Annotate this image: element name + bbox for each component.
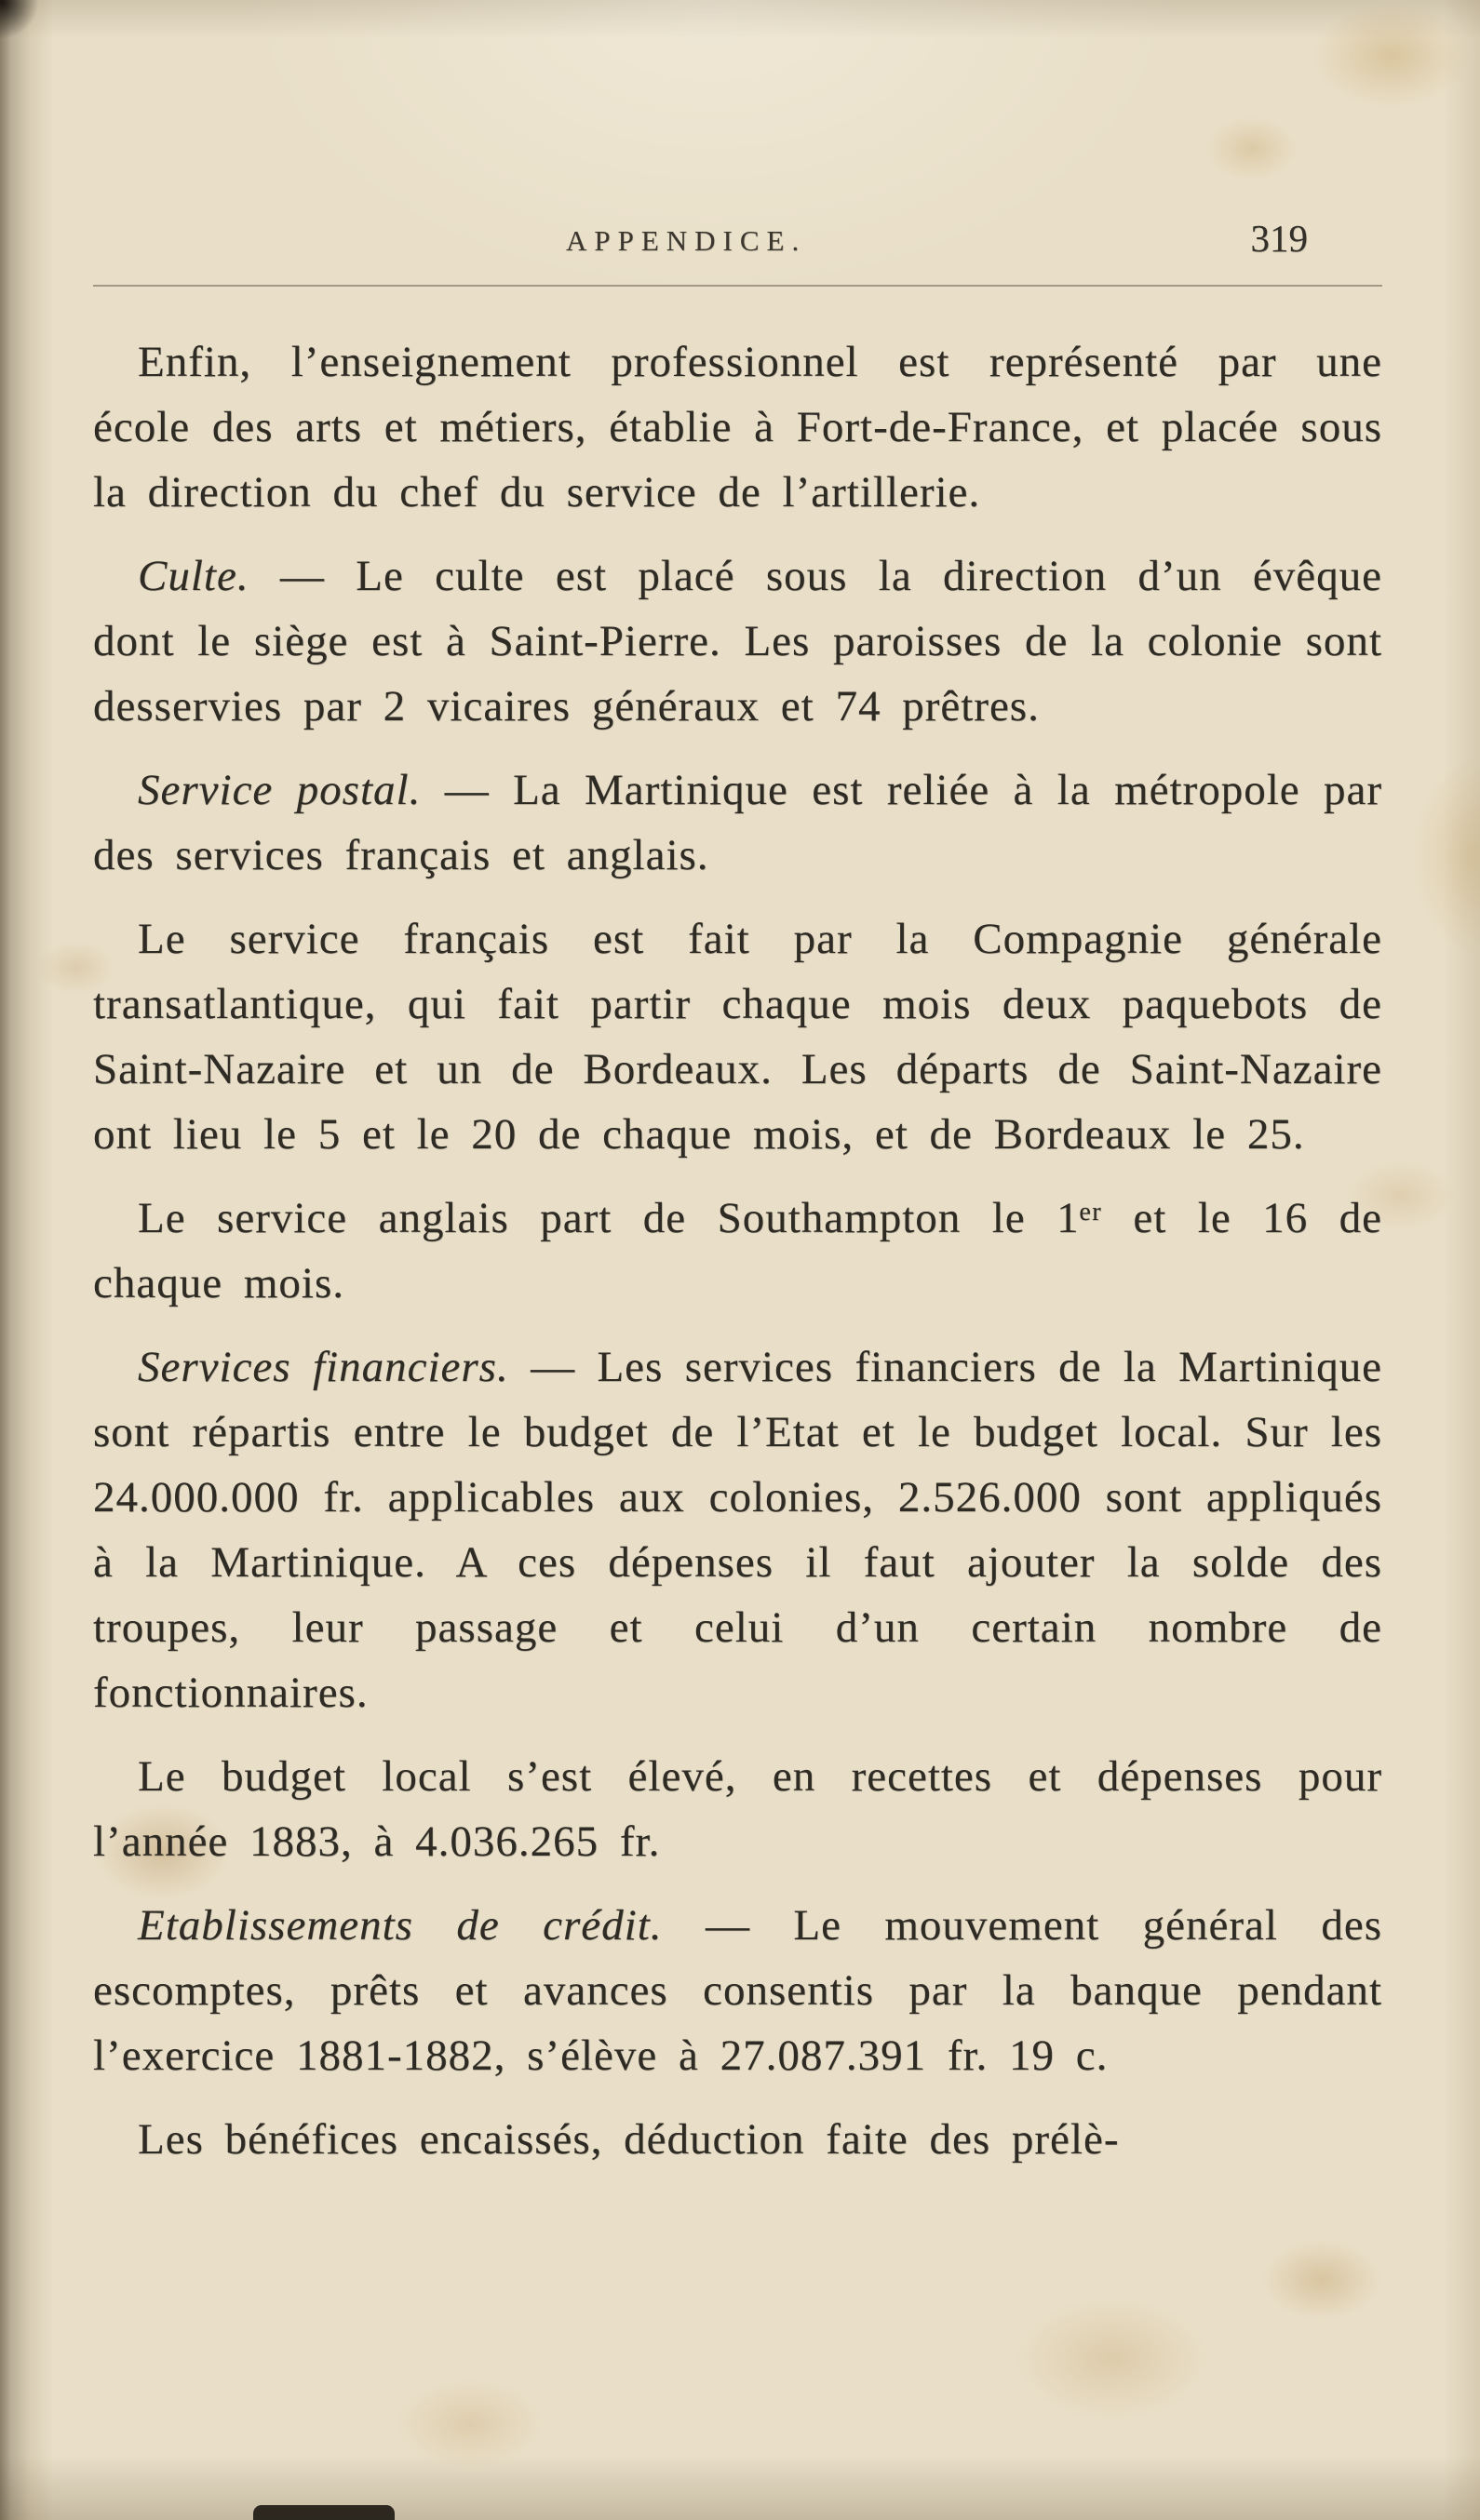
text-block bbox=[93, 329, 1382, 2172]
paragraph-lead: Service postal. bbox=[138, 766, 422, 814]
paragraph-text: — La Martinique est reliée à la métropole par des services français et anglais. bbox=[93, 766, 1382, 879]
header-rule bbox=[93, 285, 1382, 287]
paragraph-text: Les bénéfices encaissés, déduction faite des prélè- bbox=[138, 2115, 1120, 2164]
paragraph-lead: Culte. bbox=[138, 552, 249, 600]
page-header bbox=[93, 216, 1382, 264]
paragraph-text: Le budget local s’est élevé, en recettes et dépenses pour l’année 1883, à 4.036.265 fr. bbox=[93, 1752, 1382, 1866]
paragraph-service-anglais bbox=[93, 1186, 1382, 1316]
paragraph-text: — Le mouvement général des escomptes, prêts et avances consentis par la banque pendant l’exercice 1881-1882, s’élève à 27.087.391 fr. 19 c. bbox=[93, 1901, 1382, 2080]
paragraph-benefices bbox=[93, 2107, 1382, 2172]
paragraph-enseignement bbox=[93, 329, 1382, 525]
paragraph-text: Le service anglais part de Southampton le 1ᵉʳ et le 16 de chaque mois. bbox=[93, 1194, 1382, 1307]
paragraph-service-postal bbox=[93, 757, 1382, 888]
page-number: 319 bbox=[1250, 217, 1308, 260]
paragraph-text: Enfin, l’enseignement professionnel est représenté par une école des arts et métiers, établie à Fort-de-France, et placée sous la direction du chef du service de l’artillerie. bbox=[93, 338, 1382, 516]
paragraph-culte bbox=[93, 543, 1382, 739]
paragraph-service-francais bbox=[93, 906, 1382, 1167]
paragraph-etablissements-credit bbox=[93, 1893, 1382, 2088]
paragraph-text: — Les services financiers de la Martinique sont répartis entre le budget de l’Etat et le budget local. Sur les 24.000.000 fr. applicables aux colonies, 2.526.000 sont appliqués à la Martinique. A ces dépenses il faut ajouter la solde des troupes, leur passage et celui d’un certain nombre de fonctionnaires. bbox=[93, 1343, 1382, 1717]
paragraph-lead: Etablissements de crédit. bbox=[138, 1901, 663, 1950]
paragraph-text: Le service français est fait par la Compagnie générale transatlantique, qui fait partir chaque mois deux paquebots de Saint-Nazaire et un de Bordeaux. Les départs de Saint-Nazaire ont lieu le 5 et le 20 de chaque mois, et de Bordeaux le 25. bbox=[93, 915, 1382, 1159]
running-title: APPENDICE. bbox=[565, 224, 807, 257]
paragraph-budget-local bbox=[93, 1744, 1382, 1874]
paragraph-text: — Le culte est placé sous la direction d’un évêque dont le siège est à Saint-Pierre. Les paroisses de la colonie sont desservies par 2 vicaires généraux et 74 prêtres. bbox=[93, 552, 1382, 731]
scan-edge-artifact bbox=[253, 2505, 395, 2520]
paragraph-lead: Services financiers. bbox=[138, 1343, 509, 1391]
paragraph-services-financiers bbox=[93, 1334, 1382, 1725]
